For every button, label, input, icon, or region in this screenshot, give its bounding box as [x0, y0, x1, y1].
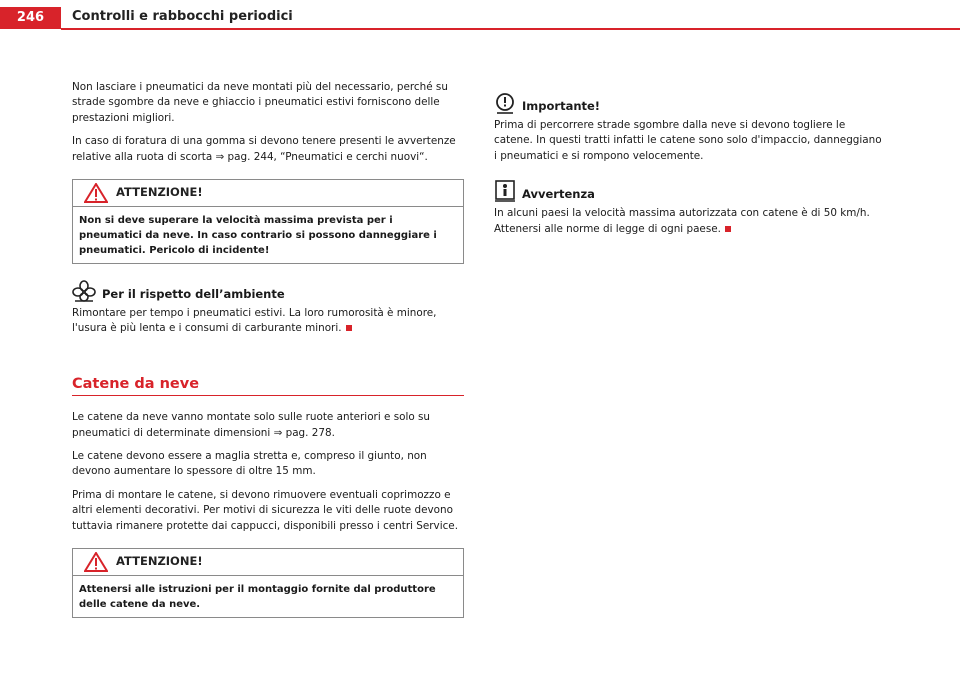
warning-triangle-icon	[84, 183, 108, 203]
warning-header	[73, 549, 463, 576]
page-number: 246	[0, 7, 61, 29]
important-heading	[494, 92, 886, 114]
section-title: Catene da neve	[72, 377, 464, 396]
warning-triangle-icon	[84, 552, 108, 572]
end-marker	[346, 325, 352, 331]
environment-text	[72, 306, 464, 337]
warning-title: ATTENZIONE!	[116, 554, 203, 569]
environment-heading	[72, 280, 464, 302]
left-column	[72, 80, 464, 634]
note-icon	[494, 180, 516, 202]
note-title: Avvertenza	[522, 186, 595, 201]
note-heading	[494, 180, 886, 202]
note-text-body: In alcuni paesi la velocità massima autorizzata con catene è di 50 km/h. Attenersi alle norme di legge di ogni paese.	[494, 207, 870, 235]
paragraph: Non lasciare i pneumatici da neve montati più del necessario, perché su strade sgombre da neve e ghiaccio i pneumatici estivi forniscono delle prestazioni migliori.	[72, 81, 448, 124]
warning-box	[72, 179, 464, 264]
environment-icon	[72, 280, 96, 302]
warning-text: Non si deve superare la velocità massima prevista per i pneumatici da neve. In caso contrario si possono danneggiare i pneumatici. Pericolo di incidente!	[79, 215, 437, 257]
important-icon	[494, 92, 516, 114]
important-title: Importante!	[522, 98, 601, 113]
header-rule	[61, 28, 960, 30]
paragraph: Le catene da neve vanno montate solo sulle ruote anteriori e solo su pneumatici di determinate dimensioni ⇒ pag. 278.	[72, 411, 431, 439]
chapter-title: Controlli e rabbocchi periodici	[72, 9, 293, 24]
paragraph: Le catene devono essere a maglia stretta e, compreso il giunto, non devono aumentare lo spessore di oltre 15 mm.	[72, 450, 427, 478]
end-marker	[725, 226, 731, 232]
important-text: Prima di percorrere strade sgombre dalla neve si devono togliere le catene. In questi tratti infatti le catene sono solo d'impaccio, danneggiano i pneumatici e si rompono velocemente.	[494, 119, 882, 162]
paragraph: In caso di foratura di una gomma si devono tenere presenti le avvertenze relative alla ruota di scorta ⇒ pag. 244, “Pneumatici e cerchi nuovi“.	[72, 135, 456, 163]
warning-box	[72, 548, 464, 618]
warning-text: Attenersi alle istruzioni per il montaggio fornite dal produttore delle catene da neve.	[79, 584, 436, 611]
paragraph: Prima di montare le catene, si devono rimuovere eventuali coprimozzo e altri elementi decorativi. Per motivi di sicurezza le viti delle ruote devono tuttavia rimanere protette dai cappucci, disponibili presso i centri Service.	[72, 488, 459, 532]
warning-header	[73, 180, 463, 207]
environment-title: Per il rispetto dell’ambiente	[102, 286, 285, 301]
warning-title: ATTENZIONE!	[116, 185, 203, 200]
page-header	[0, 0, 960, 30]
note-text	[494, 206, 886, 237]
environment-text-body: Rimontare per tempo i pneumatici estivi. La loro rumorosità è minore, l'usura è più lenta e i consumi di carburante minori.	[72, 307, 437, 335]
right-column	[494, 88, 886, 245]
